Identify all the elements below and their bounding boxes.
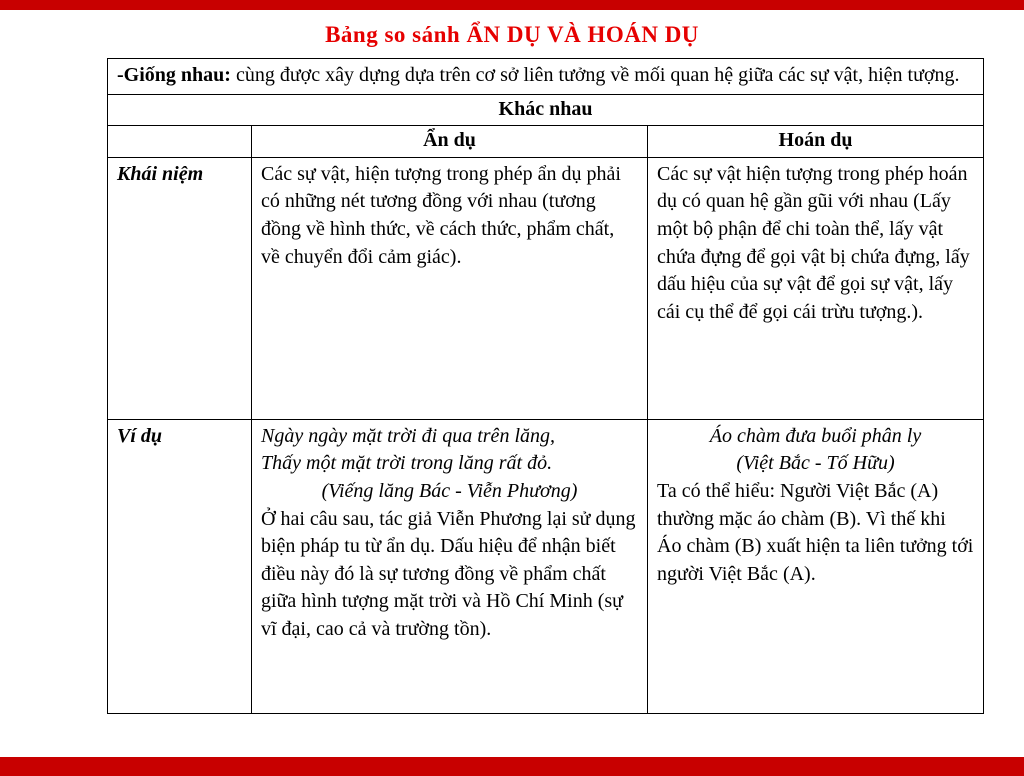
hoan-du-quote-line1: Áo chàm đưa buổi phân ly	[709, 424, 922, 447]
an-du-quote-source: (Viếng lăng Bác - Viễn Phương)	[321, 479, 578, 502]
similar-text: cùng được xây dựng dựa trên cơ sở liên tưởng về mối quan hệ giữa các sự vật, hiện tượng.	[230, 64, 960, 86]
concept-cell-hoan-du: Các sự vật hiện tượng trong phép hoán dụ có quan hệ gần gũi với nhau (Lấy một bộ phận để chi toàn thể, lấy vật chứa đựng để gọi vật bị chứa đựng, lấy dấu hiệu của sự vật để gọi sự vật, lấy cái cụ thể để gọi cái trừu tượng.).	[648, 157, 984, 419]
page-title: Bảng so sánh ẨN DỤ VÀ HOÁN DỤ	[325, 22, 699, 47]
hoan-du-explanation: Ta có thể hiểu: Người Việt Bắc (A) thường mặc áo chàm (B). Vì thế khi Áo chàm (B) xuất hiện ta liên tưởng tới người Việt Bắc (A).	[657, 479, 974, 585]
example-cell-hoan-du	[648, 419, 984, 713]
concept-cell-an-du: Các sự vật, hiện tượng trong phép ẩn dụ phải có những nét tương đồng với nhau (tương đồng về hình thức, về cách thức, phẩm chất, về chuyển đổi cảm giác).	[252, 157, 648, 419]
row-example	[108, 419, 984, 713]
cell-different-header: Khác nhau	[108, 94, 984, 126]
row-similar	[108, 59, 984, 95]
hoan-du-quote-source: (Việt Bắc - Tố Hữu)	[736, 452, 895, 475]
row-column-headers	[108, 126, 984, 158]
an-du-quote-line1: Ngày ngày mặt trời đi qua trên lăng,	[261, 424, 555, 447]
example-cell-an-du	[252, 419, 648, 713]
an-du-quote-line2: Thấy một mặt trời trong lăng rất đỏ.	[261, 452, 553, 475]
concept-row-label: Khái niệm	[108, 157, 252, 419]
similar-label: -Giống nhau:	[117, 64, 231, 86]
example-row-label: Ví dụ	[108, 419, 252, 713]
cell-empty-corner	[108, 126, 252, 158]
an-du-explanation: Ở hai câu sau, tác giả Viễn Phương lại sử dụng biện pháp tu từ ẩn dụ. Dấu hiệu để nhận biết điều này đó là sự tương đồng về phẩm chất giữa hình tượng mặt trời và Hồ Chí Minh (sự vĩ đại, cao cả và trường tồn).	[261, 507, 636, 640]
cell-similar	[108, 59, 984, 95]
column-header-an-du: Ẩn dụ	[252, 126, 648, 158]
row-different-header	[108, 94, 984, 126]
row-concept	[108, 157, 984, 419]
column-header-hoan-du: Hoán dụ	[648, 126, 984, 158]
comparison-table	[107, 58, 984, 714]
document-page	[0, 10, 1024, 757]
